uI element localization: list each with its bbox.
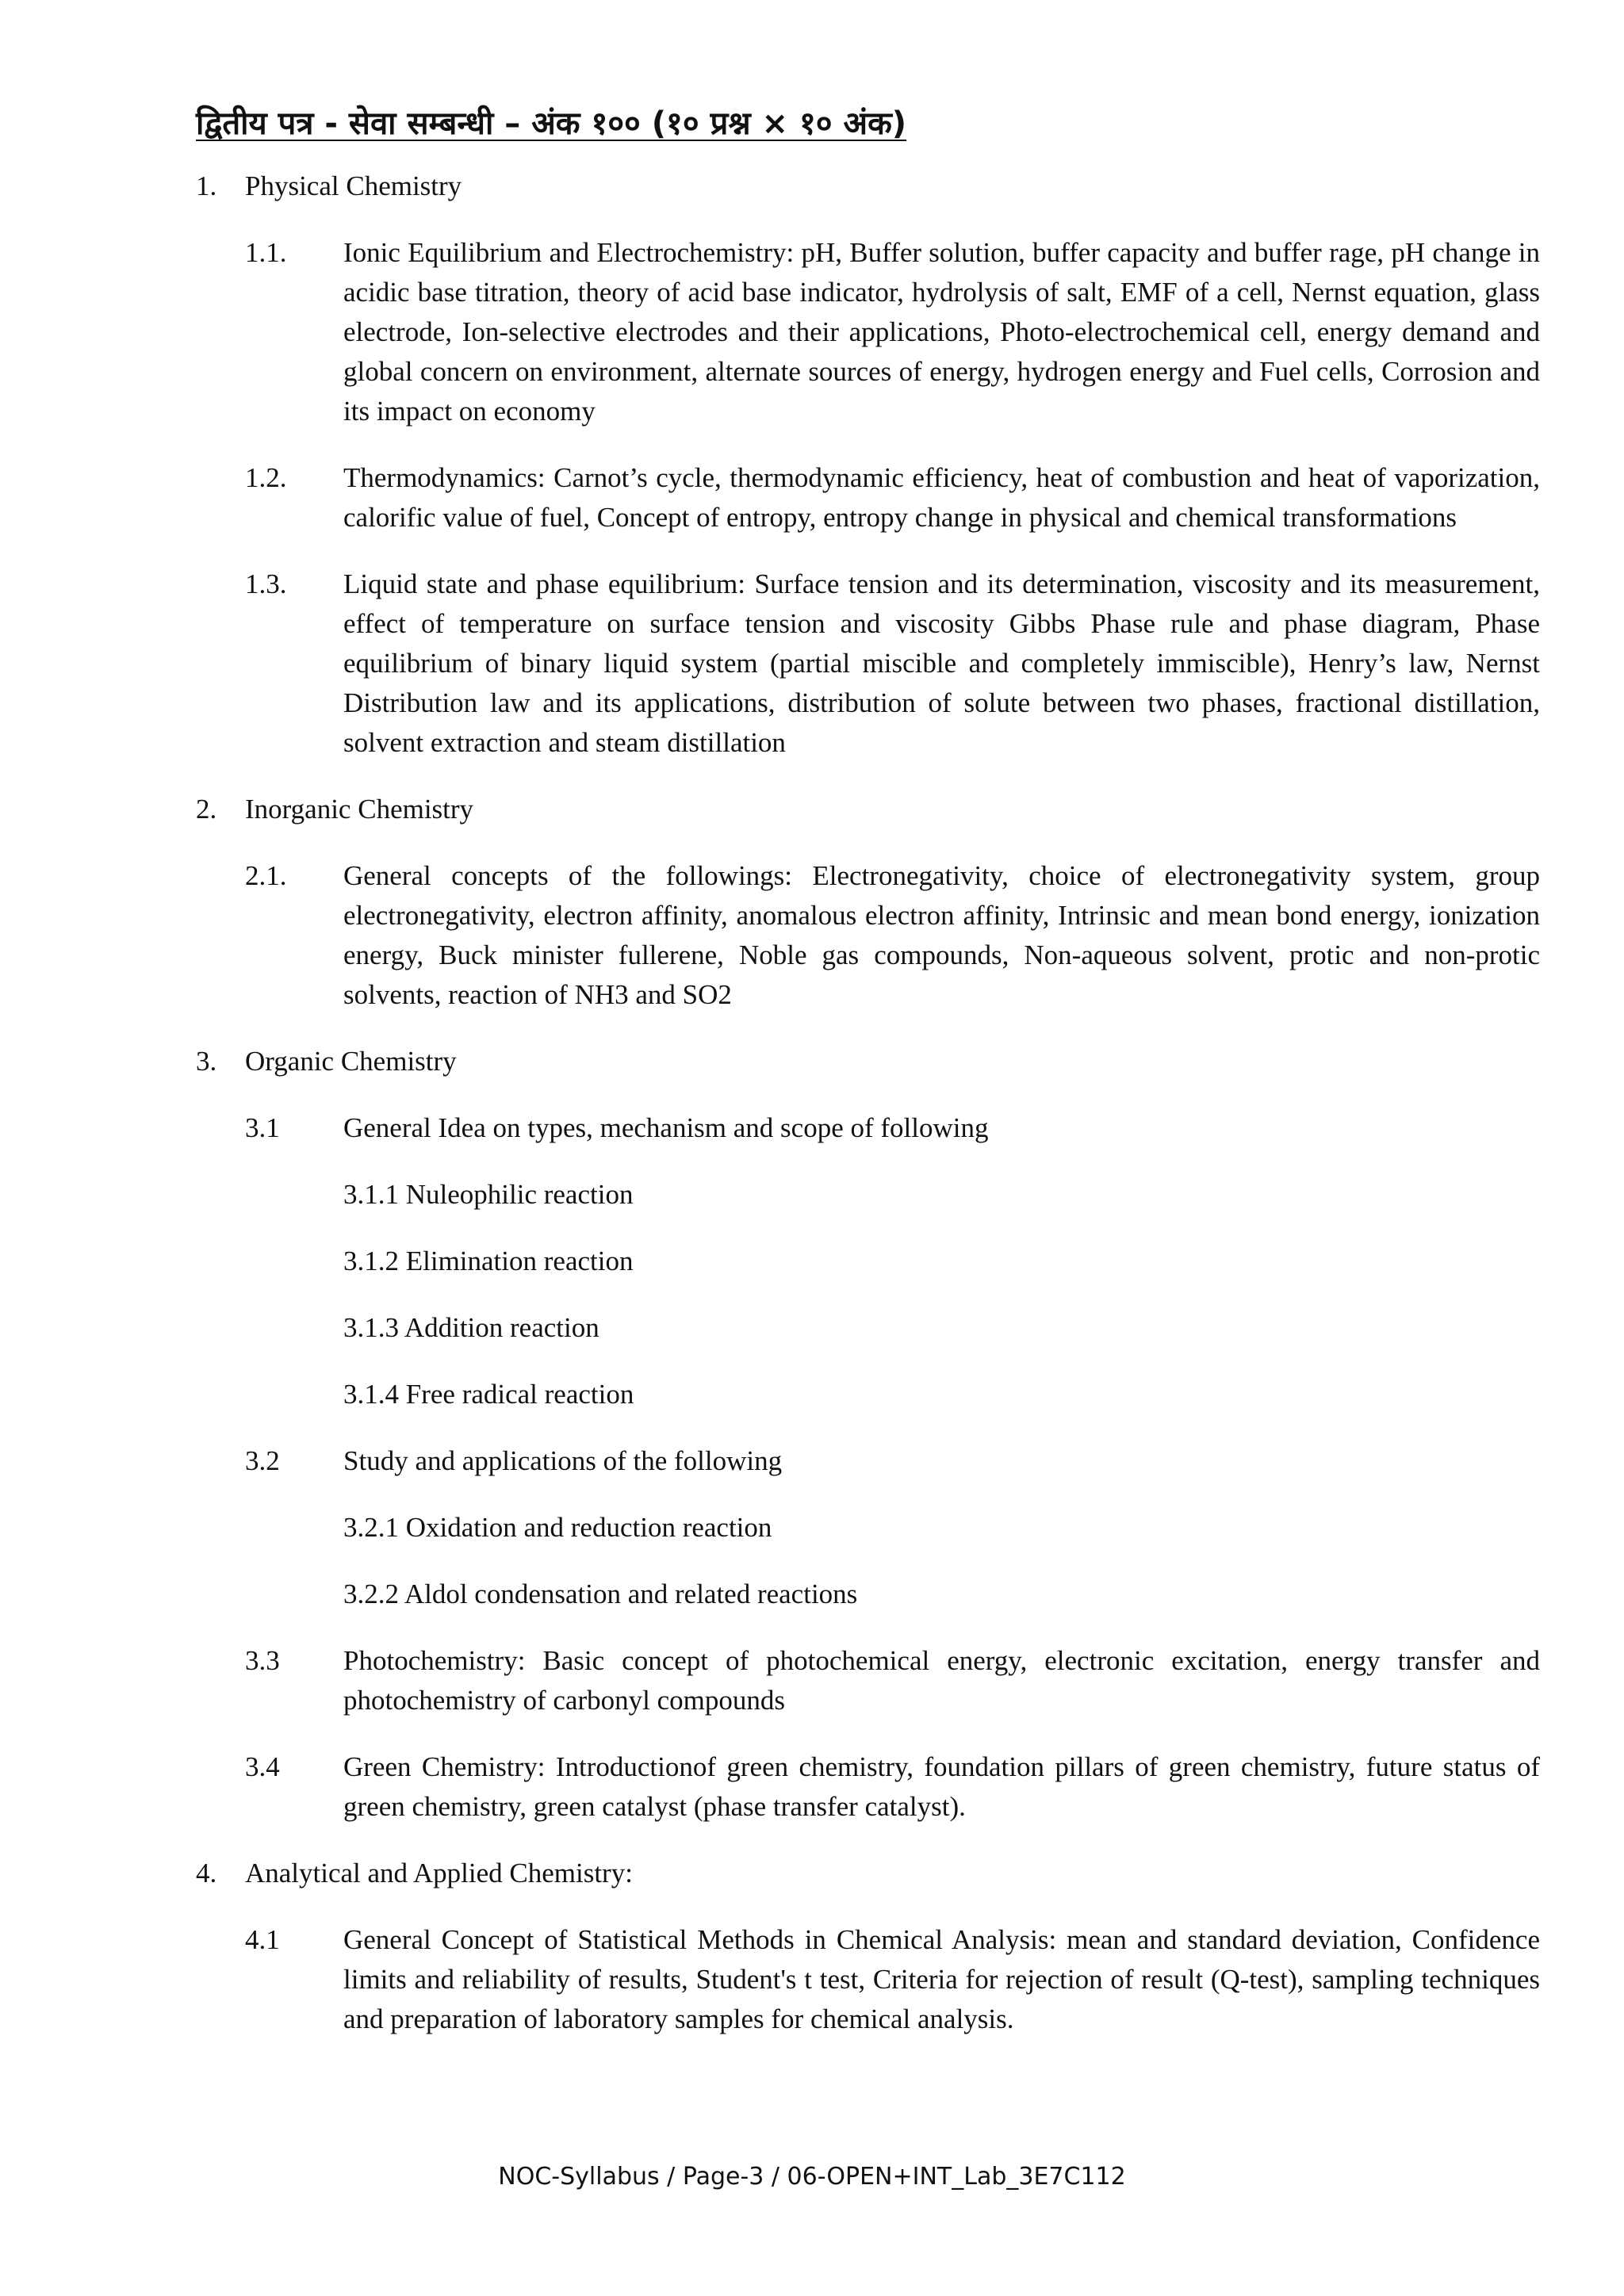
syllabus-content: [196, 166, 1540, 2066]
item-text: Green Chemistry: Introductionof green chemistry, foundation pillars of green chemistry, future status of green chemistry, green catalyst (phase transfer catalyst).: [343, 1751, 1540, 1822]
syllabus-item: [245, 1920, 1540, 2039]
sub-item: 3.1.3 Addition reaction: [343, 1312, 599, 1343]
page-footer: NOC-Syllabus / Page-3 / 06-OPEN+INT_Lab_3E7C112: [498, 2163, 1126, 2191]
syllabus-item: [245, 856, 1540, 1015]
section-inorganic-chemistry: [196, 790, 1540, 1015]
sub-item: 3.1.2 Elimination reaction: [343, 1246, 634, 1276]
item-text: Photochemistry: Basic concept of photochemical energy, electronic excitation, energy transfer and photochemistry of carbonyl compounds: [343, 1645, 1540, 1716]
item-number: 3.3: [245, 1645, 280, 1676]
section-heading: [196, 166, 1540, 206]
section-number: 2.: [196, 794, 217, 825]
item-number: 3.2: [245, 1445, 280, 1476]
item-number: 4.1: [245, 1924, 280, 1955]
section-number: 1.: [196, 170, 217, 201]
syllabus-item: [245, 564, 1540, 763]
syllabus-item: [245, 1441, 1540, 1481]
item-number: 2.1.: [245, 860, 287, 891]
item-number: 3.4: [245, 1751, 280, 1782]
section-organic-chemistry: [196, 1042, 1540, 1827]
sub-item: 3.1.4 Free radical reaction: [343, 1379, 634, 1410]
syllabus-item: [245, 1747, 1540, 1827]
section-number: 4.: [196, 1858, 217, 1888]
section-title: Inorganic Chemistry: [245, 794, 474, 825]
section-physical-chemistry: [196, 166, 1540, 763]
section-heading: [196, 1042, 1540, 1081]
item-text: General concepts of the followings: Electronegativity, choice of electronegativity system, group electronegativity, electron affinity, anomalous electron affinity, Intrinsic and mean bond energy, ionization energy, Buck minister fullerene, Noble gas compounds, Non-aqueous solvent, protic and non-protic solvents, reaction of NH3 and SO2: [343, 860, 1540, 1010]
section-heading: [196, 1854, 1540, 1893]
page-title: द्वितीय पत्र - सेवा सम्बन्धी – अंक १०० (१० प्रश्न × १० अंक): [196, 105, 907, 142]
item-text: General Concept of Statistical Methods in Chemical Analysis: mean and standard deviation, Confidence limits and reliability of results, Student's t test, Criteria for rejection of result (Q-test), sampling techniques and preparation of laboratory samples for chemical analysis.: [343, 1924, 1540, 2034]
sub-item: 3.1.1 Nuleophilic reaction: [343, 1179, 634, 1210]
syllabus-item: [245, 233, 1540, 431]
section-title: Physical Chemistry: [245, 170, 462, 201]
item-number: 1.1.: [245, 237, 287, 268]
syllabus-item: [245, 1641, 1540, 1720]
section-title: Organic Chemistry: [245, 1046, 457, 1077]
item-number: 1.2.: [245, 462, 287, 493]
section-number: 3.: [196, 1046, 217, 1077]
item-text: Liquid state and phase equilibrium: Surface tension and its determination, viscosity and its measurement, effect of temperature on surface tension and viscosity Gibbs Phase rule and phase diagram, Phase equilibrium of binary liquid system (partial miscible and completely immiscible), Henry’s law, Nernst Distribution law and its applications, distribution of solute between two phases, fractional distillation, solvent extraction and steam distillation: [343, 568, 1540, 758]
item-text: General Idea on types, mechanism and scope of following: [343, 1112, 989, 1143]
section-title: Analytical and Applied Chemistry:: [245, 1858, 633, 1888]
sub-item: 3.2.1 Oxidation and reduction reaction: [343, 1512, 772, 1543]
section-heading: [196, 790, 1540, 829]
syllabus-item: [245, 1108, 1540, 1148]
item-number: 3.1: [245, 1112, 280, 1143]
item-text: Thermodynamics: Carnot’s cycle, thermodynamic efficiency, heat of combustion and heat of vaporization, calorific value of fuel, Concept of entropy, entropy change in physical and chemical transformations: [343, 462, 1540, 533]
section-analytical-chemistry: [196, 1854, 1540, 2039]
sub-item: 3.2.2 Aldol condensation and related reactions: [343, 1578, 858, 1609]
item-text: Ionic Equilibrium and Electrochemistry: pH, Buffer solution, buffer capacity and buffer rage, pH change in acidic base titration, theory of acid base indicator, hydrolysis of salt, EMF of a cell, Nernst equation, glass electrode, Ion-selective electrodes and their applications, Photo-electrochemical cell, energy demand and global concern on environment, alternate sources of energy, hydrogen energy and Fuel cells, Corrosion and its impact on economy: [343, 237, 1540, 427]
item-number: 1.3.: [245, 568, 287, 599]
item-text: Study and applications of the following: [343, 1445, 783, 1476]
syllabus-item: [245, 458, 1540, 538]
